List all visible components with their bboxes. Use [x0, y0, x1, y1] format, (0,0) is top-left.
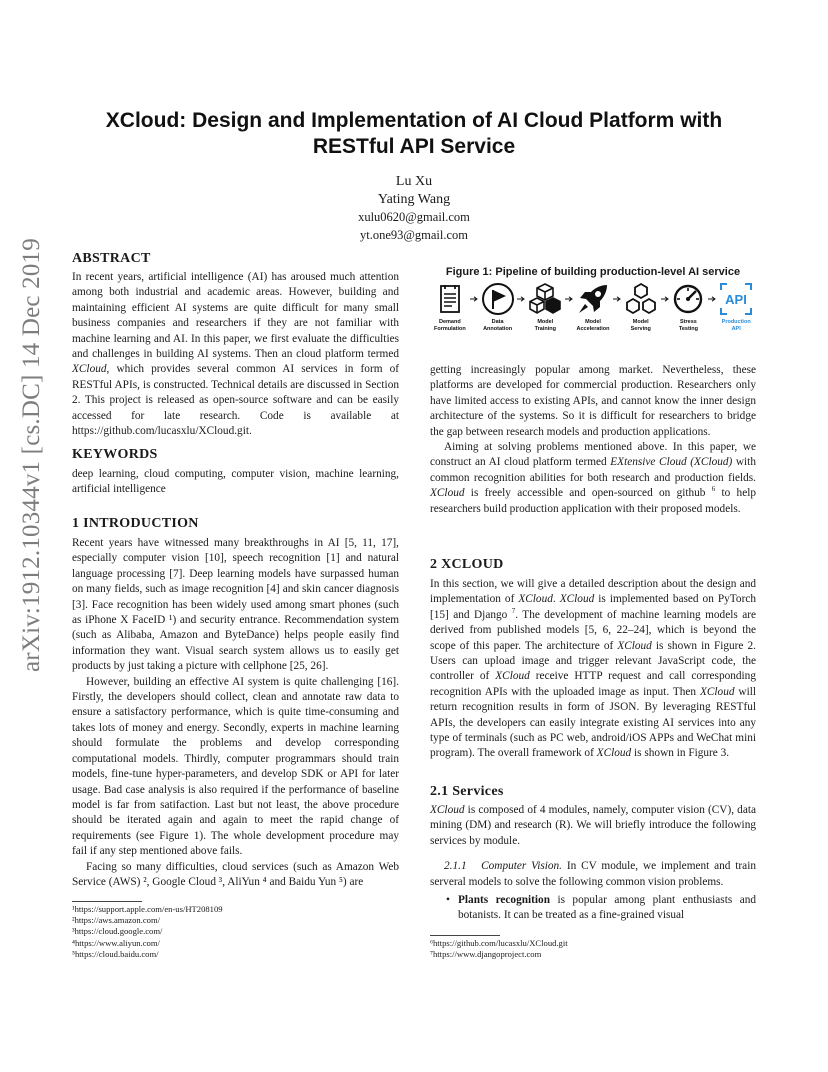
- footnotes-left: [72, 904, 223, 960]
- pipeline-step-api: [716, 282, 756, 333]
- arrow-right-icon: [661, 296, 669, 302]
- pipeline-arrow: [470, 282, 478, 302]
- services-body: XCloud is composed of 4 modules, namely, computer vision (CV), data mining (DM) and research (R). We will briefly introduce the following services by module. 2.1.1 Computer Vision. In CV module, we implement and train serveral models to solve the following common vision problems. • Plants recognition is popular among plant enthusiasts and botanists. It can be treated as a fine-grained visual: [430, 803, 756, 924]
- arrow-right-icon: [517, 296, 525, 302]
- pipeline-step-serving: [621, 282, 661, 333]
- arxiv-identifier: arXiv:1912.10344v1 [cs.DC] 14 Dec 2019: [18, 238, 45, 672]
- abstract-text: In recent years, artificial intelligence (AI) has aroused much attention among both industrial and academic areas. However, building and maintaining efficient AI systems are quite difficult for many small business companies and researchers if they are not familiar with machine learning and AI. In this paper, we first evaluate the difficulties and challenges in building AI systems. Then an cloud platform termed XCloud, which provides several common AI services in form of RESTful APIs, is constructed. Technical details are discussed in Section 2. This project is released as open-source software and can be easily accessed for late research. Code is available at https://github.com/lucasxlu/XCloud.git.: [72, 271, 399, 438]
- footnote-1: ¹https://support.apple.com/en-us/HT208109: [72, 904, 223, 914]
- introduction-body: [72, 536, 399, 890]
- pipeline-arrow: [565, 282, 573, 302]
- author-2: Yating Wang: [377, 192, 451, 207]
- subsection-computer-vision: [430, 859, 756, 890]
- intro-paragraph-1: Recent years have witnessed many breakthroughs in AI [5, 11, 17], especially computer vision [10], speech recognition [1] and natural language processing [7]. Deep learning models have surpassed human on many fields, such as image recognition [4] and skin cancer diagnosis [3]. Face recognition has been widely used among smart phones (such as iPhone X FaceID ¹) and security entrance. Recommendation system (such as Alibaba, Amazon and ByteDance) helps people easily find information they want. Visual search system allows us to easily get products by just taking a picture with cellphone [25, 26].: [72, 537, 399, 673]
- intro-paragraph-3: Facing so many difficulties, cloud services (such as Amazon Web Service (AWS) ², Google Cloud ³, AliYun ⁴ and Baidu Yun ⁵) are: [72, 860, 399, 888]
- footnote-5: ⁵https://cloud.baidu.com/: [72, 948, 159, 959]
- step-label-stress: Stress Testing: [678, 319, 699, 332]
- pipeline-step-stress: [669, 282, 709, 333]
- subsection-number: 2.1.1: [444, 860, 467, 873]
- step-label-annotation: Data Annotation: [483, 319, 513, 332]
- pipeline-arrow: [613, 282, 621, 302]
- footnotes-right: [430, 938, 568, 960]
- right-paragraph-2: Aiming at solving problems mentioned above. In this paper, we construct an AI cloud platform termed EXtensive Cloud (XCloud) with common recognition abilities for both research and production fields. XCloud is freely accessible and open-sourced on github $^6$ to help researchers build production application with their proposed models.: [430, 441, 757, 515]
- rocket-icon: [576, 282, 610, 316]
- svg-text:API: API: [725, 292, 748, 307]
- introduction-heading: 1 INTRODUCTION: [72, 516, 199, 531]
- speedometer-icon: [671, 282, 705, 316]
- pipeline-arrow: [708, 282, 716, 302]
- xcloud-heading: 2 XCLOUD: [430, 557, 504, 572]
- abstract-heading: ABSTRACT: [72, 251, 151, 266]
- right-paragraph-1: getting increasingly popular among market. Nevertheless, these platforms are developed for commercial production. Researchers only have limited access to existing APIs, and cannot know the inner design architecture of the systems. So it is difficult for researchers to bridge the gap between research models and production applications.: [430, 364, 756, 438]
- arrow-right-icon: [613, 296, 621, 302]
- step-label-training: Model Training: [534, 319, 556, 332]
- list-item-plants: [430, 893, 756, 924]
- pipeline-step-acceleration: [573, 282, 613, 333]
- network-icon: [624, 282, 658, 316]
- author-2-email: yt.one93@gmail.com: [359, 228, 469, 242]
- footnote-7: ⁷https://www.djangoproject.com: [430, 949, 542, 960]
- step-label-api: Production API: [721, 319, 751, 332]
- footnote-4: ⁴https://www.aliyun.com/: [72, 937, 160, 948]
- arrow-right-icon: [470, 296, 478, 302]
- keywords-heading: KEYWORDS: [72, 447, 158, 462]
- pipeline-arrow: [517, 282, 525, 302]
- api-icon: [719, 282, 753, 316]
- xcloud-body: In this section, we will give a detailed description about the design and implementation of XCloud. XCloud is implemented based on PyTorch [15] and Django $^7$. The development of machine learning models are derived from published models [5, 6, 22–24], which is beyond the scope of this paper. The architecture of XCloud is shown in Figure 2. Users can upload image and trigger relevant JavaScript code, the controller of XCloud receive HTTP request and call corresponding recognition APIs with the uploaded image as input. Then XCloud will return recognition results in form of JSON. By leveraging RESTful APIs, the developers can easily integrate existing AI services into any type of terminals (such as PC web, android/iOS APPs and WeChat mini program). The overall framework of XCloud is shown in Figure 3.: [430, 578, 756, 760]
- author-1: Lu Xu: [395, 174, 433, 189]
- document-icon: [435, 282, 465, 316]
- step-label-demand: Demand Formulation: [433, 319, 466, 332]
- arrow-right-icon: [708, 296, 716, 302]
- figure-1-pipeline: [430, 282, 756, 333]
- cubes-icon: [528, 282, 562, 316]
- title-line-1: XCloud: Design and Implementation of AI Cloud Platform with: [105, 109, 723, 132]
- pipeline-arrow: [661, 282, 669, 302]
- pipeline-step-training: [525, 282, 565, 333]
- footnote-rule-left: [72, 901, 142, 902]
- pipeline-step-annotation: [478, 282, 518, 333]
- footnote-rule-right: [430, 935, 500, 936]
- author-1-email: xulu0620@gmail.com: [358, 210, 470, 224]
- title-line-2: RESTful API Service: [312, 135, 516, 158]
- subsection-title: Computer Vision.: [481, 860, 562, 873]
- arrow-right-icon: [565, 296, 573, 302]
- bullet-text: is popular among plant enthusiasts and botanists. It can be treated as a fine-grained visual: [458, 894, 757, 922]
- figure-1-caption: Figure 1: Pipeline of building production-level AI service: [445, 266, 741, 278]
- footnote-6: ⁶https://github.com/lucasxlu/XCloud.git: [430, 938, 568, 948]
- annotation-flag-icon: [481, 282, 515, 316]
- intro-paragraph-2: However, building an effective AI system is quite challenging [16]. Firstly, the developers should collect, clean and annotate raw data to ensure a satisfactory performance, which is quite time-consuming and takes lots of money and energy. Secondly, experts in machine learning should formulate the problems and develop corresponding computational models. Thirdly, computer programmars should train models, fine-tune hyper-parameters, and develop SDK or API for later usage. Bad case analysis is also required if the performance of baseline model is far from satifaction. Last but not least, the above procedure should be iterated again and again to meet the rapid change of requirements (see Figure 1). The whole development procedure may fail if any step mentioned above fails.: [72, 675, 399, 858]
- footnote-2: ²https://aws.amazon.com/: [72, 915, 161, 926]
- step-label-acceleration: Model Acceleration: [576, 319, 610, 332]
- services-heading: 2.1 Services: [430, 784, 504, 799]
- bullet-bold-term: Plants recognition: [458, 894, 550, 907]
- right-column-intro: [430, 363, 756, 517]
- step-label-serving: Model Serving: [630, 319, 651, 332]
- keywords-text: deep learning, cloud computing, computer vision, machine learning, artificial intelligence: [72, 468, 399, 496]
- pipeline-step-demand: [430, 282, 470, 333]
- subsection-text: In CV module, we implement and train serveral models to solve the following common vision problems.: [430, 860, 756, 888]
- footnote-3: ³https://cloud.google.com/: [72, 926, 163, 937]
- paper-title: [60, 108, 768, 160]
